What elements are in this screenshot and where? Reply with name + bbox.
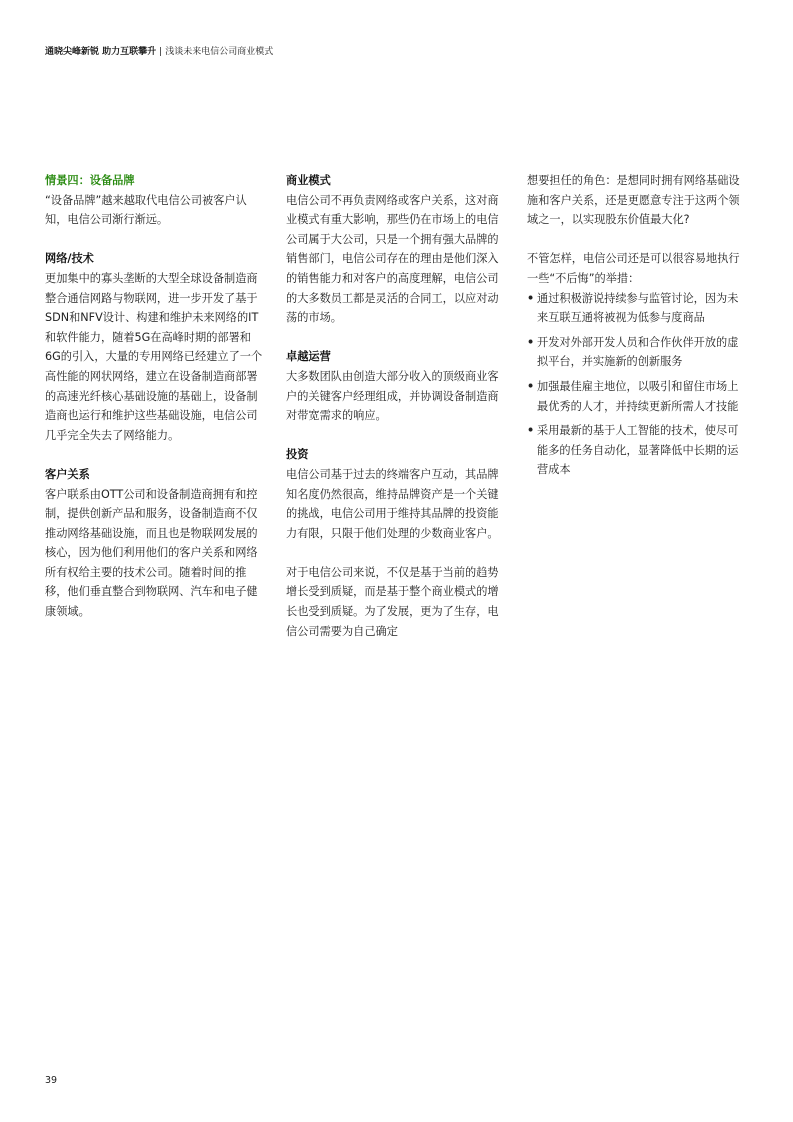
header-title: 通晓尖峰新锐 助力互联攀升 xyxy=(45,47,157,57)
no-regret-intro: 不管怎样，电信公司还是可以很容易地执行一些“不后悔”的举措： xyxy=(527,252,740,285)
list-item: • 采用最新的基于人工智能的技术，使尽可能多的任务自动化，显著降低中长期的运营成本 xyxy=(527,421,747,480)
network-paragraph: 更加集中的寡头垄断的大型全球设备制造商整合通信网路与物联网，进一步开发了基于SDN和NFV设计、构建和维护未来网络的IT和软件能力，随着5G在高峰时期的部署和6G的引入，大量的专用网络已经建立了一个高性能的网状网络，建立在设备制造商部署的高速光纤核心基础设施的基础上，设备制造商也运行和维护这些基础设施，电信公司几乎完全失去了网络能力。 xyxy=(45,271,263,442)
closing-paragraph: 对于电信公司来说，不仅是基于当前的趋势增长受到质疑，而是基于整个商业模式的增长也受到质疑。为了发展，更为了生存，电信公司需要为自己确定 xyxy=(286,565,499,638)
bullet-icon: • xyxy=(527,379,535,393)
no-regret-list xyxy=(527,289,747,480)
list-item: • 加强最佳雇主地位，以吸引和留住市场上最优秀的人才，并持续更新所需人才技能 xyxy=(527,377,747,416)
bullet-icon: • xyxy=(527,424,535,438)
investment-paragraph: 电信公司基于过去的终端客户互动，其品牌知名度仍然很高，维持品牌资产是一个关键的挑战，电信公司用于维持其品牌的投资能力有限，只限于他们处理的少数商业客户。 xyxy=(286,467,499,540)
scenario-paragraph: “设备品牌”越来越取代电信公司被客户认知，电信公司渐行渐远。 xyxy=(45,193,247,227)
operations-heading: 卓越运营 xyxy=(286,350,331,364)
bullet-icon: • xyxy=(527,335,535,349)
continuation-paragraph: 想要担任的角色：是想同时拥有网络基础设施和客户关系，还是更愿意专注于这两个领域之一，以实现股东价值最大化? xyxy=(527,174,740,227)
running-header xyxy=(45,44,273,57)
scenario-heading: 情景四：设备品牌 xyxy=(45,174,135,187)
network-heading: 网络/技术 xyxy=(45,252,94,266)
list-item: • 开发对外部开发人员和合作伙伴开放的虚拟平台，并实施新的创新服务 xyxy=(527,333,747,372)
column-right xyxy=(527,171,747,485)
investment-heading: 投资 xyxy=(286,448,309,462)
page-number: 39 xyxy=(45,1075,58,1086)
list-item: • 通过积极游说持续参与监管讨论，因为未来互联互通将被视为低参与度商品 xyxy=(527,289,747,328)
column-middle xyxy=(286,171,506,641)
bullet-icon: • xyxy=(527,291,535,305)
business-model-heading: 商业模式 xyxy=(286,174,331,187)
customer-heading: 客户关系 xyxy=(45,467,90,481)
business-model-paragraph: 电信公司不再负责网络或客户关系，这对商业模式有重大影响，那些仍在市场上的电信公司属于大公司，只是一个拥有强大品牌的销售部门，电信公司存在的理由是他们深入的销售能力和对客户的高度理解，电信公司的大多数员工都是灵活的合同工，以应对动荡的市场。 xyxy=(286,193,499,325)
customer-paragraph: 客户联系由OTT公司和设备制造商拥有和控制，提供创新产品和服务，设备制造商不仅推动网络基础设施，而且也是物联网发展的核心，因为他们利用他们的客户关系和网络所有权给主要的技术公司。随着时间的推移，他们垂直整合到物联网、汽车和电子健康领域。 xyxy=(45,487,258,619)
header-subtitle: 浅谈未来电信公司商业模式 xyxy=(165,47,274,57)
operations-paragraph: 大多数团队由创造大部分收入的顶级商业客户的关键客户经理组成，并协调设备制造商对带宽需求的响应。 xyxy=(286,369,499,423)
header-separator: | xyxy=(159,47,163,57)
column-left xyxy=(45,171,265,622)
